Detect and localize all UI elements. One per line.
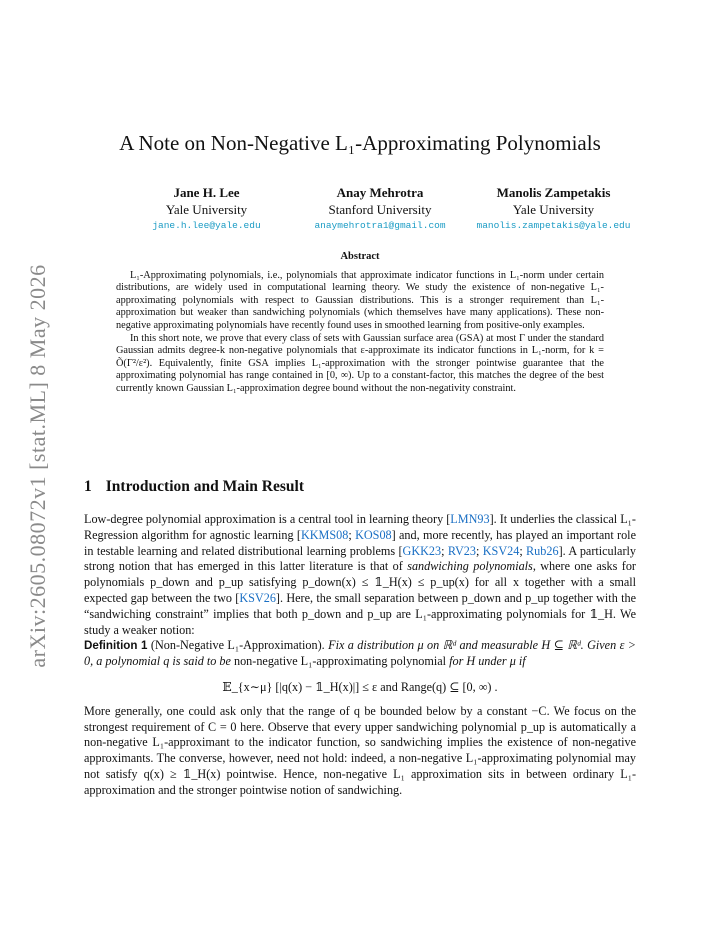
- body-text: [84, 512, 636, 799]
- citation-link[interactable]: KSV26: [239, 590, 276, 605]
- author-name: Jane H. Lee: [173, 185, 240, 200]
- abstract: [116, 251, 604, 396]
- text: ;: [441, 543, 448, 558]
- citation-link[interactable]: LMN93: [450, 512, 490, 526]
- author-affiliation: Stanford University: [328, 202, 432, 217]
- definition-text: for H under μ if: [446, 654, 526, 669]
- section-number: 1: [84, 478, 92, 495]
- text: ;: [348, 527, 356, 542]
- text: , where one asks for polynomials p_down and p_up satisfying p_down(x) ≤ 𝟙_H(x) ≤ p_up(x) for all x together with a small expected gap between the two [: [84, 559, 636, 605]
- citation-link[interactable]: Rub26: [526, 543, 559, 558]
- citation-link[interactable]: KOS08: [355, 527, 392, 542]
- author-affiliation: Yale University: [512, 202, 595, 217]
- definition-name: (Non-Negative L₁-Approximation).: [150, 638, 325, 653]
- text: ;: [476, 543, 483, 558]
- arxiv-identifier: arXiv:2605.08072v1 [stat.ML] 8 May 2026: [25, 264, 50, 668]
- definition-text: Fix a distribution μ on ℝᵈ and measurable H ⊆ ℝᵈ. Given ε > 0, a polynomial q is said to be: [84, 638, 637, 669]
- display-equation: 𝔼_{x∼μ} [|q(x) − 𝟙_H(x)|] ≤ ε and Range(q) ⊆ [0, ∞) .: [222, 679, 498, 694]
- author-name: Anay Mehrotra: [336, 185, 424, 200]
- author-block: [120, 184, 640, 234]
- author-email[interactable]: anaymehrotra1@gmail.com: [314, 220, 446, 231]
- text: ]. A particularly strong notion that has emerged in this latter literature is that of: [84, 543, 636, 574]
- author-3: [467, 184, 640, 234]
- author-affiliation: Yale University: [165, 202, 248, 217]
- abstract-paragraph-2: In this short note, we prove that every class of sets with Gaussian surface area (GSA) at most Γ under the standard Gaussian admits degree-k non-negative polynomials that ε-approximate its indicator functions in L₁-norm, for k = Õ(Γ²/ε²). Equivalently, finite GSA implies L₁-approximation with the stronger pointwise guarantee that the approximating polynomial has range contained in [0, ∞). Up to a constant-factor, this matches the degree of the best currently known Gaussian L₁-approximation degree bound without the non-negativity constraint.: [116, 332, 604, 394]
- abstract-heading: Abstract: [340, 251, 380, 262]
- citation-link[interactable]: RV23: [447, 543, 476, 558]
- text: Low-degree polynomial approximation is a central tool in learning theory [: [84, 512, 451, 526]
- section-title: Introduction and Main Result: [105, 478, 304, 495]
- intro-paragraph: [84, 512, 636, 638]
- citation-link[interactable]: KKMS08: [300, 527, 349, 542]
- citation-link[interactable]: KSV24: [482, 543, 520, 558]
- text: ] and, more recently, has played an important role in testable learning and related distributional learning problems [: [84, 527, 636, 558]
- definition-term: non-negative L₁-approximating polynomial: [233, 654, 447, 669]
- citation-link[interactable]: GKK23: [402, 543, 442, 558]
- author-email[interactable]: manolis.zampetakis@yale.edu: [476, 220, 631, 231]
- author-name: Manolis Zampetakis: [496, 185, 611, 200]
- definition-label: Definition 1: [84, 639, 148, 653]
- paper-title: A Note on Non-Negative L₁-Approximating Polynomials: [119, 131, 601, 155]
- section-heading: [84, 478, 304, 496]
- text: ;: [519, 543, 527, 558]
- emphasis-text: sandwiching polynomials: [407, 559, 533, 574]
- abstract-paragraph-1: L₁-Approximating polynomials, i.e., polynomials that approximate indicator functions in L₁-norm under certain distributions, are widely used in computational learning theory. We study the existence of non-negative L₁-approximating polynomials with respect to Gaussian distributions. This is a stronger requirement than L₁-approximation but weaker than sandwiching polynomials (which themselves have many applications). These non-negative approximating polynomials have recently found uses in smoothed learning from positive-only examples.: [116, 269, 604, 331]
- author-2: [294, 184, 467, 234]
- author-1: [120, 184, 293, 234]
- text: ]. It underlies the classical L₁-Regression algorithm for agnostic learning [: [84, 512, 636, 542]
- definition-1: [84, 638, 636, 670]
- text: ]. Here, the small separation between p_down and p_up together with the “sandwiching constraint” implies that both p_down and p_up are L₁-approximating polynomials for 𝟙_H. We study a weaker notion:: [84, 590, 636, 637]
- followup-paragraph: More generally, one could ask only that the range of q be bounded below by a constant −C. We focus on the strongest requirement of C = 0 here. Observe that every upper sandwiching polynomial p_up is automatically a non-negative L₁-approximant to the indicator function, so sandwiching implies the existence of non-negative approximants. The converse, however, need not hold: indeed, a non-negative L₁-approximating polynomial may not satisfy q(x) ≥ 𝟙_H(x) pointwise. Hence, non-negative L₁ approximation sits in between ordinary L₁-approximation and the stronger pointwise notion of sandwiching.: [84, 703, 636, 797]
- author-email[interactable]: jane.h.lee@yale.edu: [152, 220, 261, 231]
